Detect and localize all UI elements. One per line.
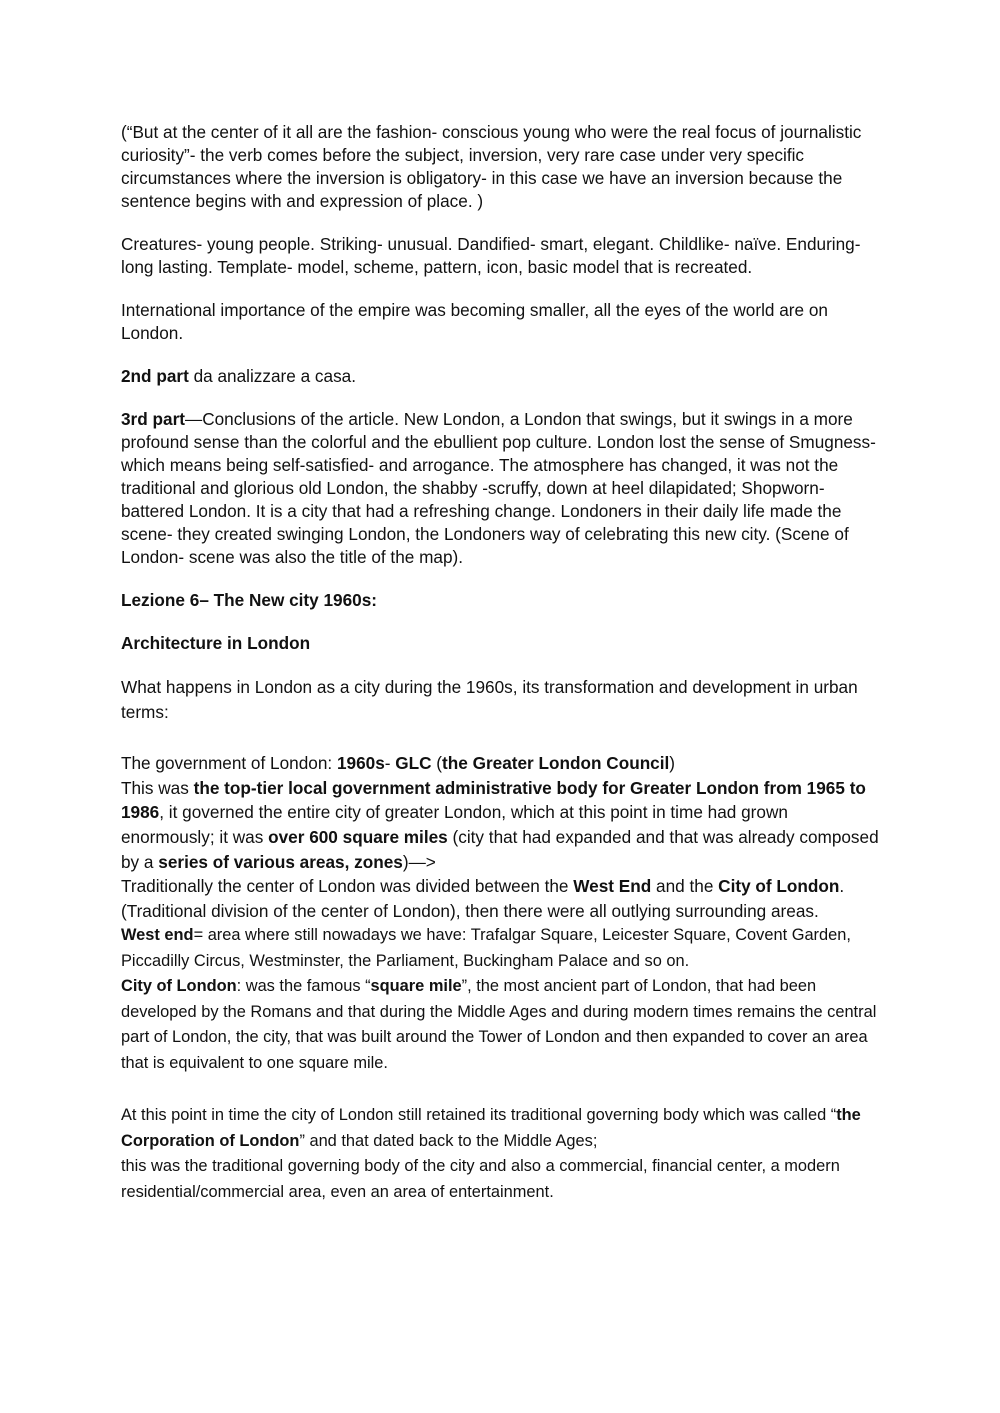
text-span: . (Traditional division of the center of London), then there were all outlying surrounding areas. — [121, 876, 845, 921]
third-part-label: 3rd part — [121, 409, 185, 429]
paragraph-urban-intro: What happens in London as a city during the 1960s, its transformation and development in urban terms: — [121, 677, 858, 722]
section-heading — [121, 632, 881, 655]
text-span: ” and that dated back to the Middle Ages; — [299, 1131, 598, 1150]
line-government — [121, 751, 881, 776]
bold-span: West end — [121, 926, 194, 945]
bold-span: the Greater London Council — [442, 753, 670, 774]
paragraph-governing-body: this was the traditional governing body of the city and also a commercial, financial center, a modern residential/commercial area, even an area of entertainment. — [121, 1157, 840, 1201]
paragraph-second-part — [121, 365, 881, 388]
text-span: At this point in time the city of London still retained its traditional governing body which was called “ — [121, 1106, 837, 1125]
bold-span: the top-tier local government administrative body for Greater London from 1965 to 1986 — [121, 777, 866, 823]
paragraph-west-end — [121, 923, 881, 974]
text-span: = area where still nowadays we have: Trafalgar Square, Leicester Square, Covent Garden, Piccadilly Circus, Westminster, the Parliament, Buckingham Palace and so on. — [121, 926, 851, 970]
section-heading-text: Architecture in London — [121, 633, 311, 653]
third-part-text: —Conclusions of the article. New London, a London that swings, but it swings in a more profound sense than the colorful and the ebullient pop culture. London lost the sense of Smugness- which means being self-satisfied- and arrogance. The atmosphere has changed, it was not the traditional and glorious old London, the shabby -scruffy, down at heel dilapidated; Shopworn- battered London. It is a city that had a refreshing change. Londoners in their daily life made the scene- they created swinging London, the Londoners way of celebrating this new city. (Scene of London- scene was also the title of the map). — [121, 409, 876, 567]
second-part-text: da analizzare a casa. — [188, 366, 357, 386]
text-span: Traditionally the center of London was divided between the — [121, 876, 574, 897]
paragraph-city-of-london — [121, 974, 881, 1076]
text-span: : was the famous “ — [236, 977, 371, 996]
paragraph-inversion-note: (“But at the center of it all are the fashion- conscious young who were the real focus of journalistic curiosity”- the verb comes before the subject, inversion, very rare case under very specific circumstances where the inversion is obligatory- in this case we have an inversion because the sentence begins with and expression of place. ) — [121, 122, 862, 211]
document-page — [121, 121, 881, 1205]
paragraph-corporation — [121, 1103, 881, 1154]
text-span: and the — [651, 876, 719, 897]
paragraph-empire: International importance of the empire was becoming smaller, all the eyes of the world are on London. — [121, 300, 828, 343]
bold-span: City of London — [121, 977, 237, 996]
text-span: The government of London: — [121, 753, 337, 774]
text-span: - — [384, 753, 396, 774]
bold-span: the Corporation of London — [121, 1106, 861, 1150]
lesson-heading — [121, 589, 881, 612]
bold-span: West End — [573, 876, 652, 897]
bold-span: over 600 square miles — [268, 826, 448, 847]
bold-span: City of London — [718, 876, 840, 897]
text-span: , it governed the entire city of greater London, which at this point in time had grown enormously; it was — [121, 802, 788, 847]
paragraph-third-part — [121, 408, 881, 569]
bold-span: square mile — [370, 977, 462, 996]
text-span: ”, the most ancient part of London, that had been developed by the Romans and that during the Middle Ages and during modern times remains the central part of London, the city, that was built around the Tower of London and then expanded to cover an area that is equivalent to one square mile. — [121, 977, 877, 1072]
text-span: (city that had expanded and that was already composed by a — [121, 826, 879, 872]
paragraph-glc — [121, 776, 881, 874]
text-span: ( — [431, 753, 443, 774]
bold-span: GLC — [395, 753, 432, 774]
paragraph-vocabulary: Creatures- young people. Striking- unusual. Dandified- smart, elegant. Childlike- naïve. Enduring- long lasting. Template- model, scheme, pattern, icon, basic model that is recreated. — [121, 234, 861, 277]
bold-span: 1960s — [336, 753, 385, 774]
bold-span: series of various areas, zones — [158, 851, 403, 872]
second-part-label: 2nd part — [121, 366, 189, 386]
text-span: This was — [121, 777, 194, 798]
text-span: )—> — [402, 851, 436, 872]
lesson-heading-text: Lezione 6– The New city 1960s: — [121, 590, 378, 610]
paragraph-traditional-center — [121, 874, 881, 923]
text-span: ) — [669, 753, 676, 774]
